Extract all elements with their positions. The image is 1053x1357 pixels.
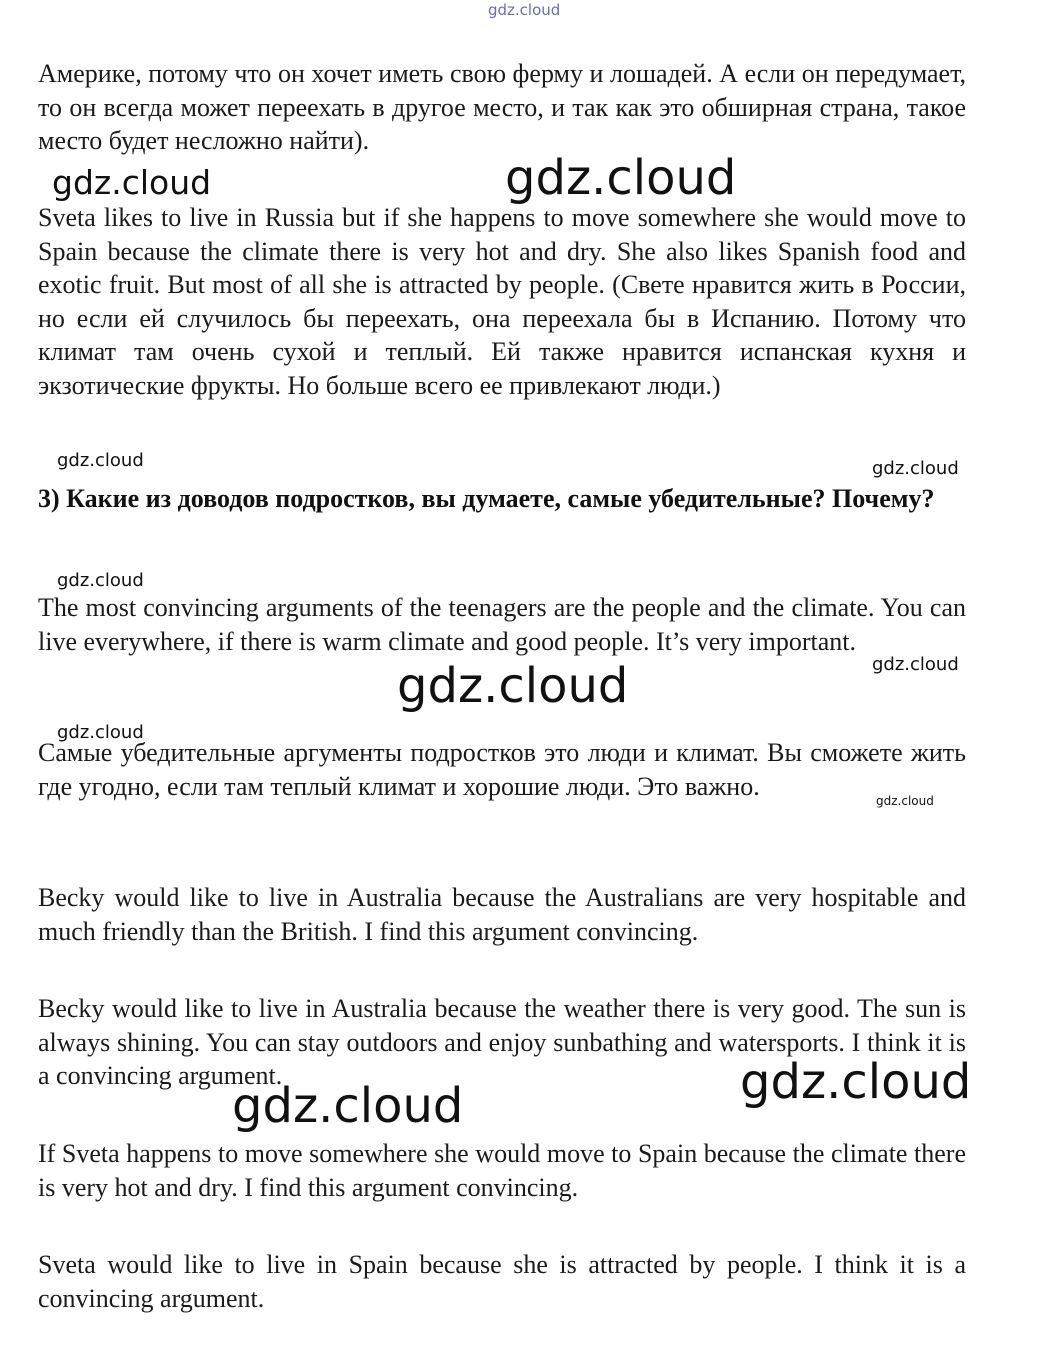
paragraph-sveta-climate: If Sveta happens to move somewhere she would move to Spain because the climate there is very hot and dry. I find this argument convincing. — [38, 1139, 966, 1202]
watermark: gdz.cloud — [876, 794, 934, 808]
watermark: gdz.cloud — [52, 163, 212, 202]
watermark: gdz.cloud — [505, 150, 737, 206]
site-link[interactable]: gdz.cloud — [488, 1, 561, 19]
watermark: gdz.cloud — [232, 1078, 464, 1134]
question-heading: 3) Какие из доводов подростков, вы думаете, самые убедительные? Почему? — [38, 484, 935, 513]
paragraph-sveta-people: Sveta would like to live in Spain because she is attracted by people. I think it is a convincing argument. — [38, 1250, 966, 1313]
watermark: gdz.cloud — [740, 1054, 972, 1110]
paragraph-convincing-english: The most convincing arguments of the teenagers are the people and the climate. You can live everywhere, if there is warm climate and good people. It’s very important. — [38, 593, 966, 656]
watermark: gdz.cloud — [57, 570, 144, 591]
paragraph-convincing-russian: Самые убедительные аргументы подростков это люди и климат. Вы сможете жить где угодно, если там теплый климат и хорошие люди. Это важно. — [38, 738, 966, 801]
watermark: gdz.cloud — [872, 654, 959, 675]
watermark: gdz.cloud — [397, 658, 629, 714]
paragraph-becky-weather: Becky would like to live in Australia because the weather there is very good. The sun is always shining. You can stay outdoors and enjoy sunbathing and watersports. I think it is a convincing argument. — [38, 994, 966, 1090]
paragraph-america-continuation: Америке, потому что он хочет иметь свою ферму и лошадей. А если он передумает, то он всегда может переехать в другое место, и так как это обширная страна, такое место будет несложно найти). — [38, 59, 966, 155]
watermark: gdz.cloud — [872, 458, 959, 479]
paragraph-becky-hospitable: Becky would like to live in Australia because the Australians are very hospitable and much friendly than the British. I find this argument convincing. — [38, 883, 966, 946]
watermark: gdz.cloud — [57, 722, 144, 743]
paragraph-sveta-russia: Sveta likes to live in Russia but if she happens to move somewhere she would move to Spain because the climate there is very hot and dry. She also likes Spanish food and exotic fruit. But most of all she is attracted by people. (Свете нравится жить в России, но если ей случилось бы переехать, она переехала бы в Испанию. Потому что климат там очень сухой и теплый. Ей также нравится испанская кухня и экзотические фрукты. Но больше всего ее привлекают люди.) — [38, 203, 966, 400]
watermark: gdz.cloud — [57, 450, 144, 471]
